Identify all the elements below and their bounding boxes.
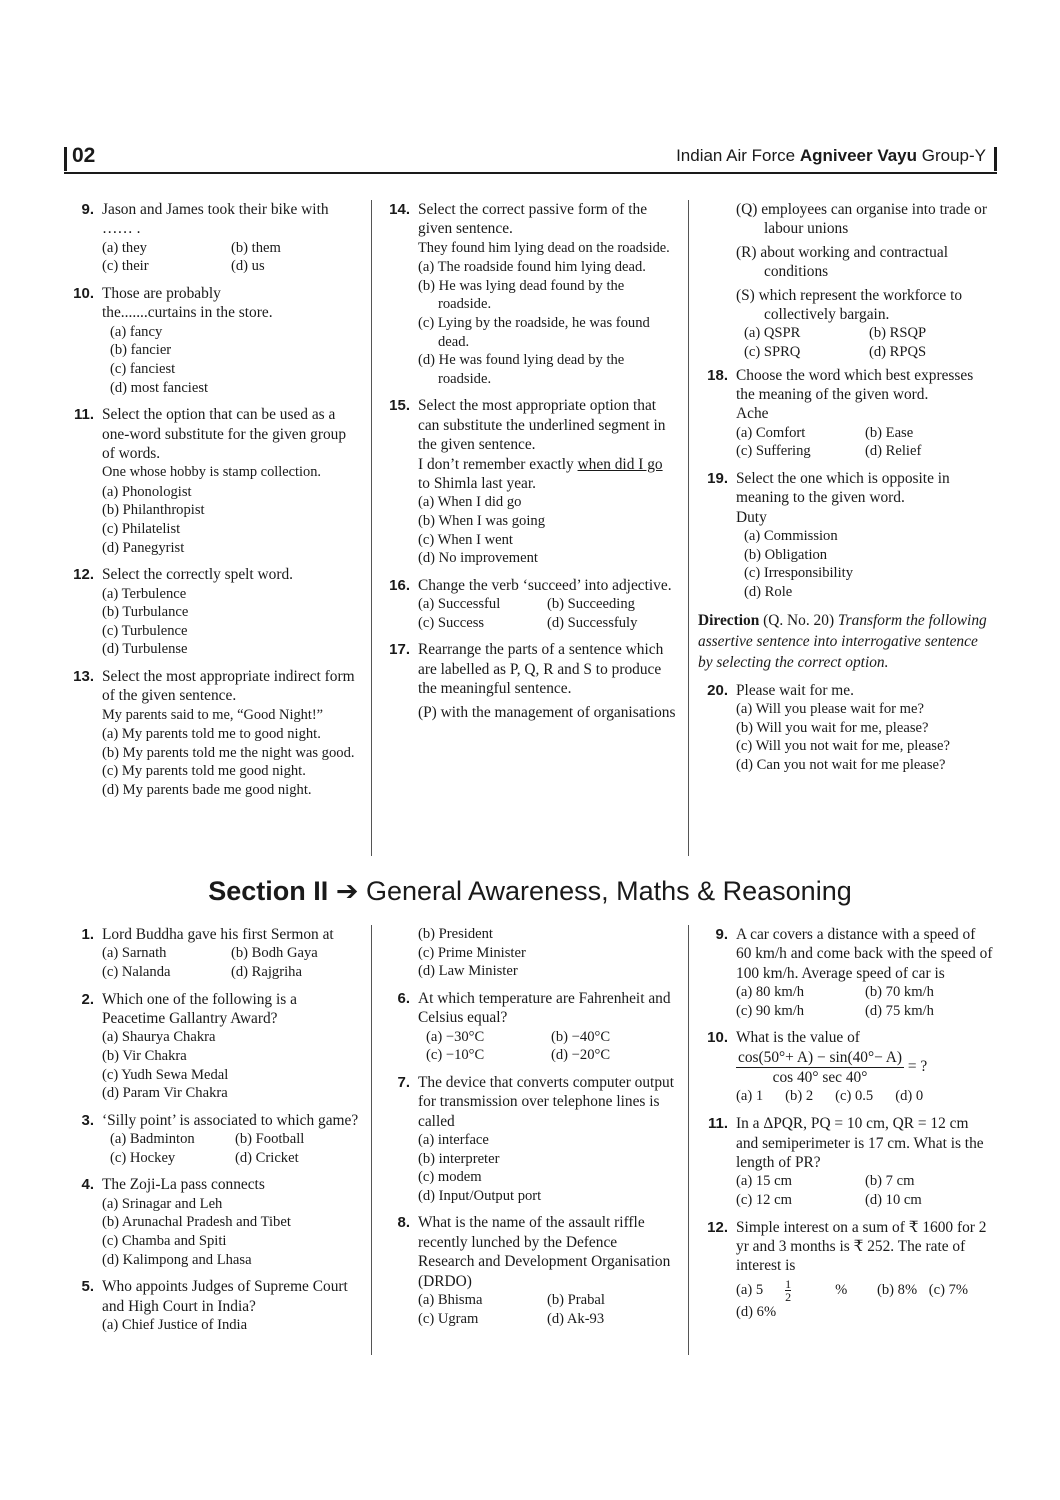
- question-9: 9. Jason and James took their bike with …… . (a) they (b) them (c) their (d) us: [81, 201, 329, 275]
- direction-text: Direction (Q. No. 20) Transform the following assertive sentence into interrogative sentence by selecting the correct option.: [698, 611, 987, 671]
- section2-column-2: [380, 925, 676, 1336]
- trig-fraction: cos(50°+ A) − sin(40°− A) cos 40° sec 40°: [738, 1048, 903, 1086]
- question-s2-5: 5. Who appoints Judges of Supreme Court and High Court in India? (a) Chief Justice of India: [81, 1278, 348, 1333]
- section1-column-3: [698, 200, 994, 782]
- column-divider: [371, 925, 372, 1355]
- question-s2-2: 2. Which one of the following is a Peacetime Gallantry Award? (a) Shaurya Chakra (b) Vir Chakra (c) Yudh Sewa Medal (d) Param Vir Chakra: [81, 990, 297, 1102]
- column-divider: [371, 200, 372, 856]
- header-rule: [64, 172, 997, 174]
- book-title: Indian Air Force Agniveer Vayu Group-Y: [676, 146, 986, 165]
- question-s2-9: 9. A car covers a distance with a speed of 60 km/h and come back with the speed of 100 km/h. Average speed of car is (a) 80 km/h (b) 70 km/h (c) 90 km/h (d) 75 km/h: [715, 926, 993, 1019]
- question-s2-7: 7. The device that converts computer output for transmission over telephone lines is called (a) interface (b) interpreter (c) modem (d) Input/Output port: [397, 1073, 674, 1204]
- question-16: 16. Change the verb ‘succeed’ into adjective. (a) Successful (b) Succeeding (c) Success (d) Successfuly: [389, 576, 672, 631]
- header-right-bar: [994, 147, 997, 171]
- arrow-icon: ➔: [335, 876, 359, 906]
- page-number: 02: [72, 144, 96, 167]
- question-s2-11: 11. In a ΔPQR, PQ = 10 cm, QR = 12 cm and semiperimeter is 17 cm. What is the length of PR? (a) 15 cm (b) 7 cm (c) 12 cm (d) 10 cm: [707, 1115, 984, 1209]
- section2-column-3: [698, 925, 994, 1330]
- question-10: 10. Those are probably the.......curtains in the store. (a) fancy (b) fancier (c) fanciest (d) most fanciest: [73, 285, 273, 396]
- question-12: 12. Select the correctly spelt word. (a) Terbulence (b) Turbulance (c) Turbulence (d) Turbulense: [73, 566, 294, 658]
- question-17: 17. Rearrange the parts of a sentence which are labelled as P, Q, R and S to produce the meaningful sentence. (P) with the management of organisations: [389, 641, 676, 721]
- question-s2-5-continued: (b) President (c) Prime Minister (d) Law Minister: [418, 926, 526, 980]
- underlined-segment: when did I go: [577, 455, 663, 473]
- question-s2-10: 10. What is the value of cos(50°+ A) − sin(40°− A) cos 40° sec 40° = ? (a) 1 (b) 2 (c) 0.5 (d) 0: [698, 1028, 994, 1106]
- option-a-mixed-fraction: (a) 5 $\frac{1}{2}$ %: [736, 1276, 848, 1304]
- question-s2-8: 8. What is the name of the assault riffle recently lunched by the Defence Research and Development Organisation (DRDO) (a) Bhisma (b) Prabal (c) Ugram (d) Ak-93: [397, 1214, 671, 1327]
- question-13: 13. Select the most appropriate indirect form of the given sentence. My parents said to me, “Good Night!” (a) My parents told me to good night. (b) My parents told me the night was good. (c) My parents told me good night. (d) My parents bade me good night.: [73, 667, 355, 798]
- question-20: 20. Please wait for me. (a) Will you please wait for me? (b) Will you wait for me, please? (c) Will you not wait for me, please? (d) Can you not wait for me please?: [707, 681, 950, 773]
- section2-column-1: [64, 925, 360, 1343]
- question-s2-3: 3. ‘Silly point’ is associated to which game? (a) Badminton (b) Football (c) Hockey (d) Cricket: [81, 1111, 359, 1166]
- given-sentence: I don’t remember exactly when did I go to Shimla last year.: [418, 455, 663, 492]
- section-heading: Section II ➔ General Awareness, Maths & Reasoning: [208, 876, 852, 906]
- question-s2-1: 1. Lord Buddha gave his first Sermon at (a) Sarnath (b) Bodh Gaya (c) Nalanda (d) Rajgriha: [81, 926, 334, 980]
- trig-expression: cos(50°+ A) − sin(40°− A) cos 40° sec 40° = ?: [738, 1048, 928, 1086]
- section1-column-2: [380, 200, 676, 730]
- question-17-continued: (Q) employees can organise into trade or labour unions (R) about working and contractual conditions (S) which represent the workforce to collectively bargain. (a) QSPR (b) RSQP (c) SPRQ (d) RPQS: [736, 201, 988, 361]
- question-11: 11. Select the option that can be used as a one-word substitute for the given group of words. One whose hobby is stamp collection. (a) Phonologist (b) Philanthropist (c) Philatelist (d) Panegyrist: [73, 406, 347, 556]
- column-divider: [688, 925, 689, 1355]
- header-left-bar: [64, 147, 67, 171]
- column-divider: [688, 200, 689, 856]
- question-18: 18. Choose the word which best expresses the meaning of the given word. Ache (a) Comfort (b) Ease (c) Suffering (d) Relief: [707, 366, 974, 460]
- question-19: 19. Select the one which is opposite in meaning to the given word. Duty (a) Commission (b) Obligation (c) Irresponsibility (d) Role: [707, 470, 950, 601]
- question-15: 15. Select the most appropriate option that can substitute the underlined segment in the given sentence. I don’t remember exactly when did I go to Shimla last year. (a) When I did go (b) When I was going (c) When I went (d) No improvement: [380, 396, 676, 567]
- question-14: 14. Select the correct passive form of the given sentence. They found him lying dead on the roadside. (a) The roadside found him lying dead. (b) He was lying dead found by the roadside. (c) Lying by the roadside, he was found dead. (d) He was found lying dead by the roadside.: [389, 201, 670, 387]
- question-s2-12: 12. Simple interest on a sum of ₹ 1600 for 2 yr and 3 months is ₹ 252. The rate of interest is (a) 5 $\frac{1}{2}$ % (b) 8% (c) 7% (d) 6%: [707, 1218, 987, 1320]
- question-s2-4: 4. The Zoji-La pass connects (a) Srinagar and Leh (b) Arunachal Pradesh and Tibet (c) Chamba and Spiti (d) Kalimpong and Lhasa: [81, 1176, 291, 1268]
- section1-column-1: [64, 200, 360, 808]
- question-s2-6: 6. At which temperature are Fahrenheit and Celsius equal? (a) −30°C (b) −40°C (c) −10°C (d) −20°C: [397, 989, 671, 1064]
